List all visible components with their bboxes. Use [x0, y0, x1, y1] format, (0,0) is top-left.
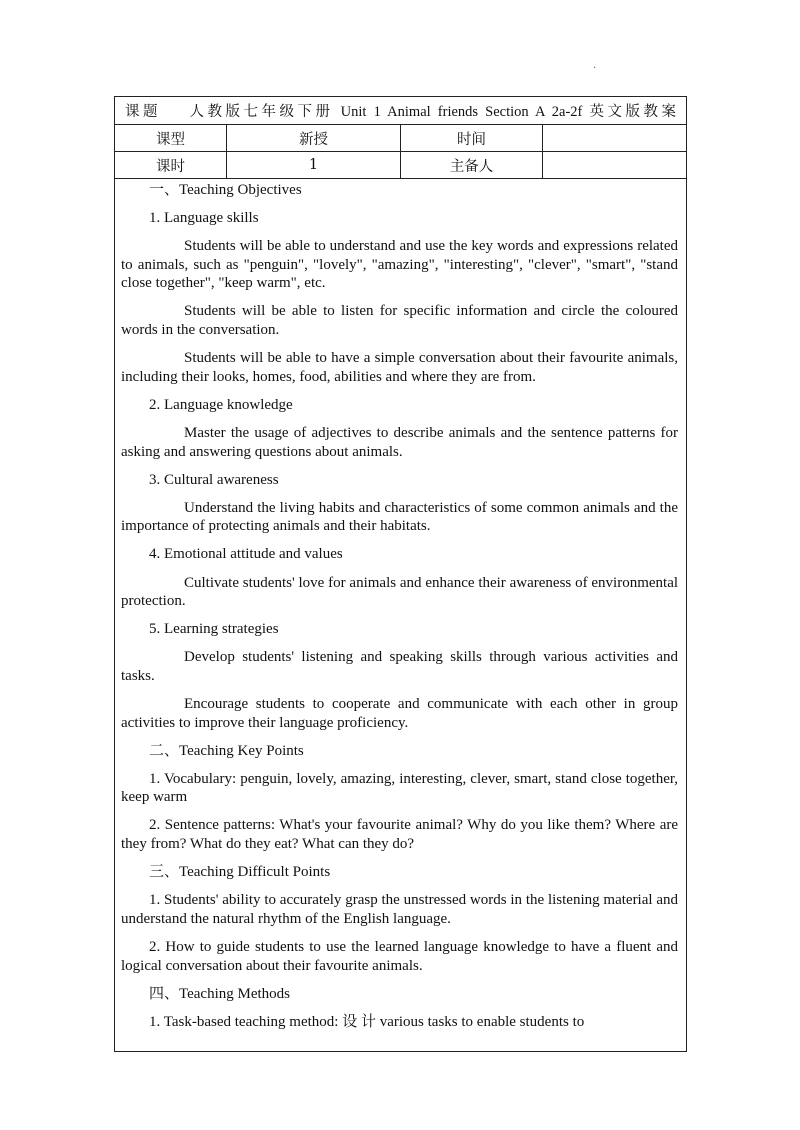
- method-item: 1. Task-based teaching method: 设 计 various tasks to enable students to: [149, 1013, 585, 1030]
- body-paragraph: Master the usage of adjectives to describe animals and the sentence patterns for asking and answering questions about animals.: [121, 424, 679, 460]
- period-label: 课时: [115, 152, 227, 179]
- body-paragraph: Cultivate students' love for animals and enhance their awareness of environmental protection.: [121, 574, 679, 610]
- key-point-item: 1. Vocabulary: penguin, lovely, amazing, interesting, clever, smart, stand close together, keep warm: [121, 770, 679, 806]
- subsection-heading: 5. Learning strategies: [149, 621, 279, 638]
- title-row: [115, 97, 687, 125]
- lesson-type-value: 新授: [227, 125, 401, 152]
- subsection-heading: 2. Language knowledge: [149, 396, 293, 413]
- key-point-item: 2. Sentence patterns: What's your favourite animal? Why do you like them? Where are they from? What do they eat? What can they do?: [121, 817, 679, 853]
- title-cell: [115, 97, 687, 125]
- section-heading: 一、Teaching Objectives: [149, 182, 302, 198]
- body-paragraph: Students will be able to listen for specific information and circle the coloured words in the conversation.: [121, 303, 679, 339]
- difficult-point-item: 2. How to guide students to use the learned language knowledge to have a fluent and logical conversation about their favourite animals.: [121, 938, 679, 974]
- preparer-value: [543, 152, 687, 179]
- title-label: 课题: [125, 104, 162, 120]
- content-cell: [115, 179, 687, 1052]
- body-paragraph: Develop students' listening and speaking skills through various activities and tasks.: [121, 649, 679, 684]
- lesson-type-label: 课型: [115, 125, 227, 152]
- subsection-heading: 1. Language skills: [149, 210, 259, 227]
- preparer-label: 主备人: [401, 152, 543, 179]
- body-paragraph: Students will be able to understand and use the key words and expressions related to animals, such as "penguin", "lovely", "amazing", "interesting", "clever", "smart", "stand close together", "keep warm", etc.: [121, 238, 679, 292]
- body-paragraph: Encourage students to cooperate and communicate with each other in group activities to improve their language proficiency.: [121, 695, 679, 731]
- section-heading: 二、Teaching Key Points: [149, 742, 304, 759]
- subsection-heading: 4. Emotional attitude and values: [149, 546, 343, 563]
- subsection-heading: 3. Cultural awareness: [149, 471, 279, 488]
- section-heading: 四、Teaching Methods: [149, 985, 291, 1002]
- body-paragraph: Understand the living habits and characteristics of some common animals and the importance of protecting animals and their habitats.: [121, 499, 679, 535]
- body-paragraph: Students will be able to have a simple conversation about their favourite animals, including their looks, homes, food, abilities and where they are from.: [121, 350, 679, 385]
- lesson-plan-table: [114, 96, 687, 1052]
- lesson-title: 人教版七年级下册 Unit 1 Animal friends Section A 2a-2f 英文版教案: [189, 104, 677, 120]
- difficult-point-item: 1. Students' ability to accurately grasp the unstressed words in the listening material and understand the natural rhythm of the English language.: [121, 892, 679, 927]
- meta-row-type: [115, 125, 687, 152]
- page-mark: .: [593, 60, 597, 71]
- lesson-content: [115, 179, 686, 1051]
- time-label: 时间: [401, 125, 543, 152]
- time-value: [543, 125, 687, 152]
- meta-row-period: [115, 152, 687, 179]
- content-row: [115, 179, 687, 1052]
- period-value: 1: [227, 152, 401, 179]
- section-heading: 三、Teaching Difficult Points: [149, 864, 331, 881]
